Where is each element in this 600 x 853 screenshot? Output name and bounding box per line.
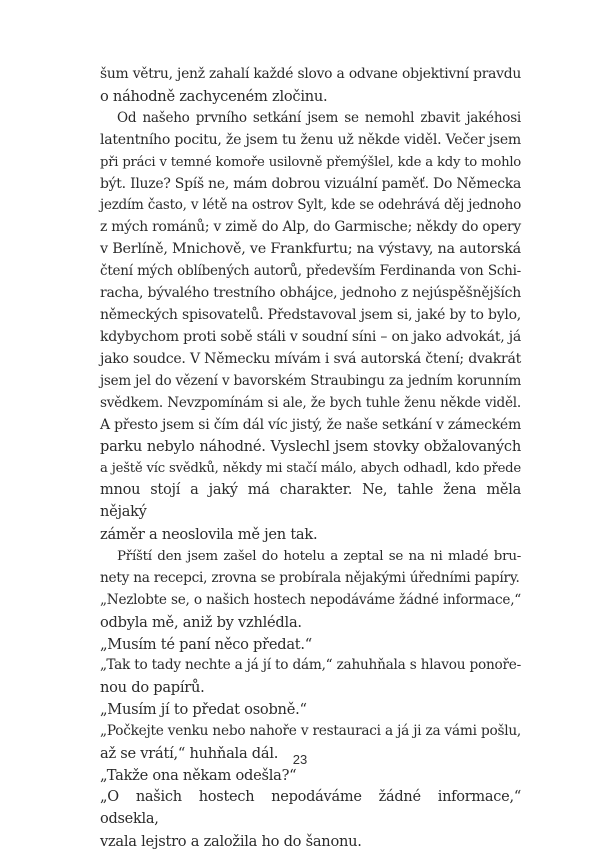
text-line: mnou stojí a jaký má charakter. Ne, tahle žena měla nějaký [100, 482, 521, 521]
text-line: „Takže ona někam odešla?“ [100, 767, 297, 784]
page-number: 23 [292, 752, 308, 767]
text-line: Od našeho prvního setkání jsem se nemohl zbavit jakéhosi [117, 109, 521, 126]
text-line: v Berlíně, Mnichově, ve Frankfurtu; na výstavy, na autorská [100, 241, 521, 258]
text-line: z mých románů; v zimě do Alp, do Garmische; někdy do opery [100, 219, 521, 236]
text-line: jsem jel do vězení v bavorském Straubingu za jedním korunním [100, 372, 521, 389]
paragraph [100, 108, 521, 546]
text-line: „Nezlobte se, o našich hostech nepodáváme žádné informace,“ [100, 591, 521, 608]
text-line: „Tak to tady nechte a já jí to dám,“ zahuhňala s hlavou ponoře- [100, 657, 521, 674]
text-line: jako soudce. V Německu mívám i svá autorská čtení; dvakrát [100, 350, 521, 367]
paragraph [100, 787, 521, 853]
paragraph [100, 590, 521, 634]
text-line: „Musím té paní něco předat.“ [100, 635, 313, 653]
paragraph [100, 765, 521, 787]
text-line: šum větru, jenž zahalí každé slovo a odvane objektivní pravdu [100, 66, 521, 82]
text-line: „Musím jí to předat osobně.“ [100, 701, 307, 719]
paragraph [100, 699, 521, 721]
text-line: A přesto jsem si čím dál víc jistý, že naše setkání v zámeckém [100, 416, 521, 433]
text-line: nou do papírů. [100, 679, 205, 697]
text-line: o náhodně zachyceném zločinu. [100, 87, 328, 105]
text-line: při práci v temné komoře usilovně přemýšlel, kde a kdy to mohlo [100, 154, 521, 170]
text-line: jezdím často, v létě na ostrov Sylt, kde se odehrává děj jednoho [100, 197, 521, 214]
paragraph [100, 546, 521, 590]
text-line: německých spisovatelů. Představoval jsem si, jaké by to bylo, [100, 306, 521, 323]
text-line: „Počkejte venku nebo nahoře v restauraci a já ji za vámi pošlu, [100, 723, 521, 740]
paragraph [100, 655, 521, 699]
text-line: a ještě víc svědků, někdy mi stačí málo, abych odhadl, kdo přede [100, 461, 521, 477]
text-line: racha, bývalého trestního obhájce, jednoho z nejúspěšnějších [100, 285, 521, 302]
text-line: Příští den jsem zašel do hotelu a zeptal se na ni mladé bru- [117, 548, 521, 564]
text-line: parku nebylo náhodné. Vyslechl jsem stovky obžalovaných [100, 438, 521, 456]
text-line: nety na recepci, zrovna se probírala nějakými úředními papíry. [100, 569, 520, 586]
paragraph [100, 64, 521, 108]
book-page-text [100, 64, 521, 853]
text-line: být. Iluze? Spíš ne, mám dobrou vizuální paměť. Do Německa [100, 175, 521, 192]
text-line: vzala lejstro a založila ho do šanonu. [100, 832, 362, 850]
text-line: až se vrátí,“ huhňala dál. [100, 745, 279, 763]
text-line: svědkem. Nevzpomínám si ale, že bych tuhle ženu někde viděl. [100, 394, 521, 411]
text-line: kdybychom proti sobě stáli v soudní síni – on jako advokát, já [100, 328, 521, 345]
paragraph [100, 634, 521, 656]
text-line: záměr a neoslovila mě jen tak. [100, 526, 318, 544]
text-line: čtení mých oblíbených autorů, především Ferdinanda von Schi- [100, 263, 521, 280]
text-line: odbyla mě, aniž by vzhlédla. [100, 613, 302, 631]
text-line: latentního pocitu, že jsem tu ženu už někde viděl. Večer jsem [100, 131, 521, 148]
text-line: „O našich hostech nepodáváme žádné informace,“ odsekla, [100, 788, 521, 827]
